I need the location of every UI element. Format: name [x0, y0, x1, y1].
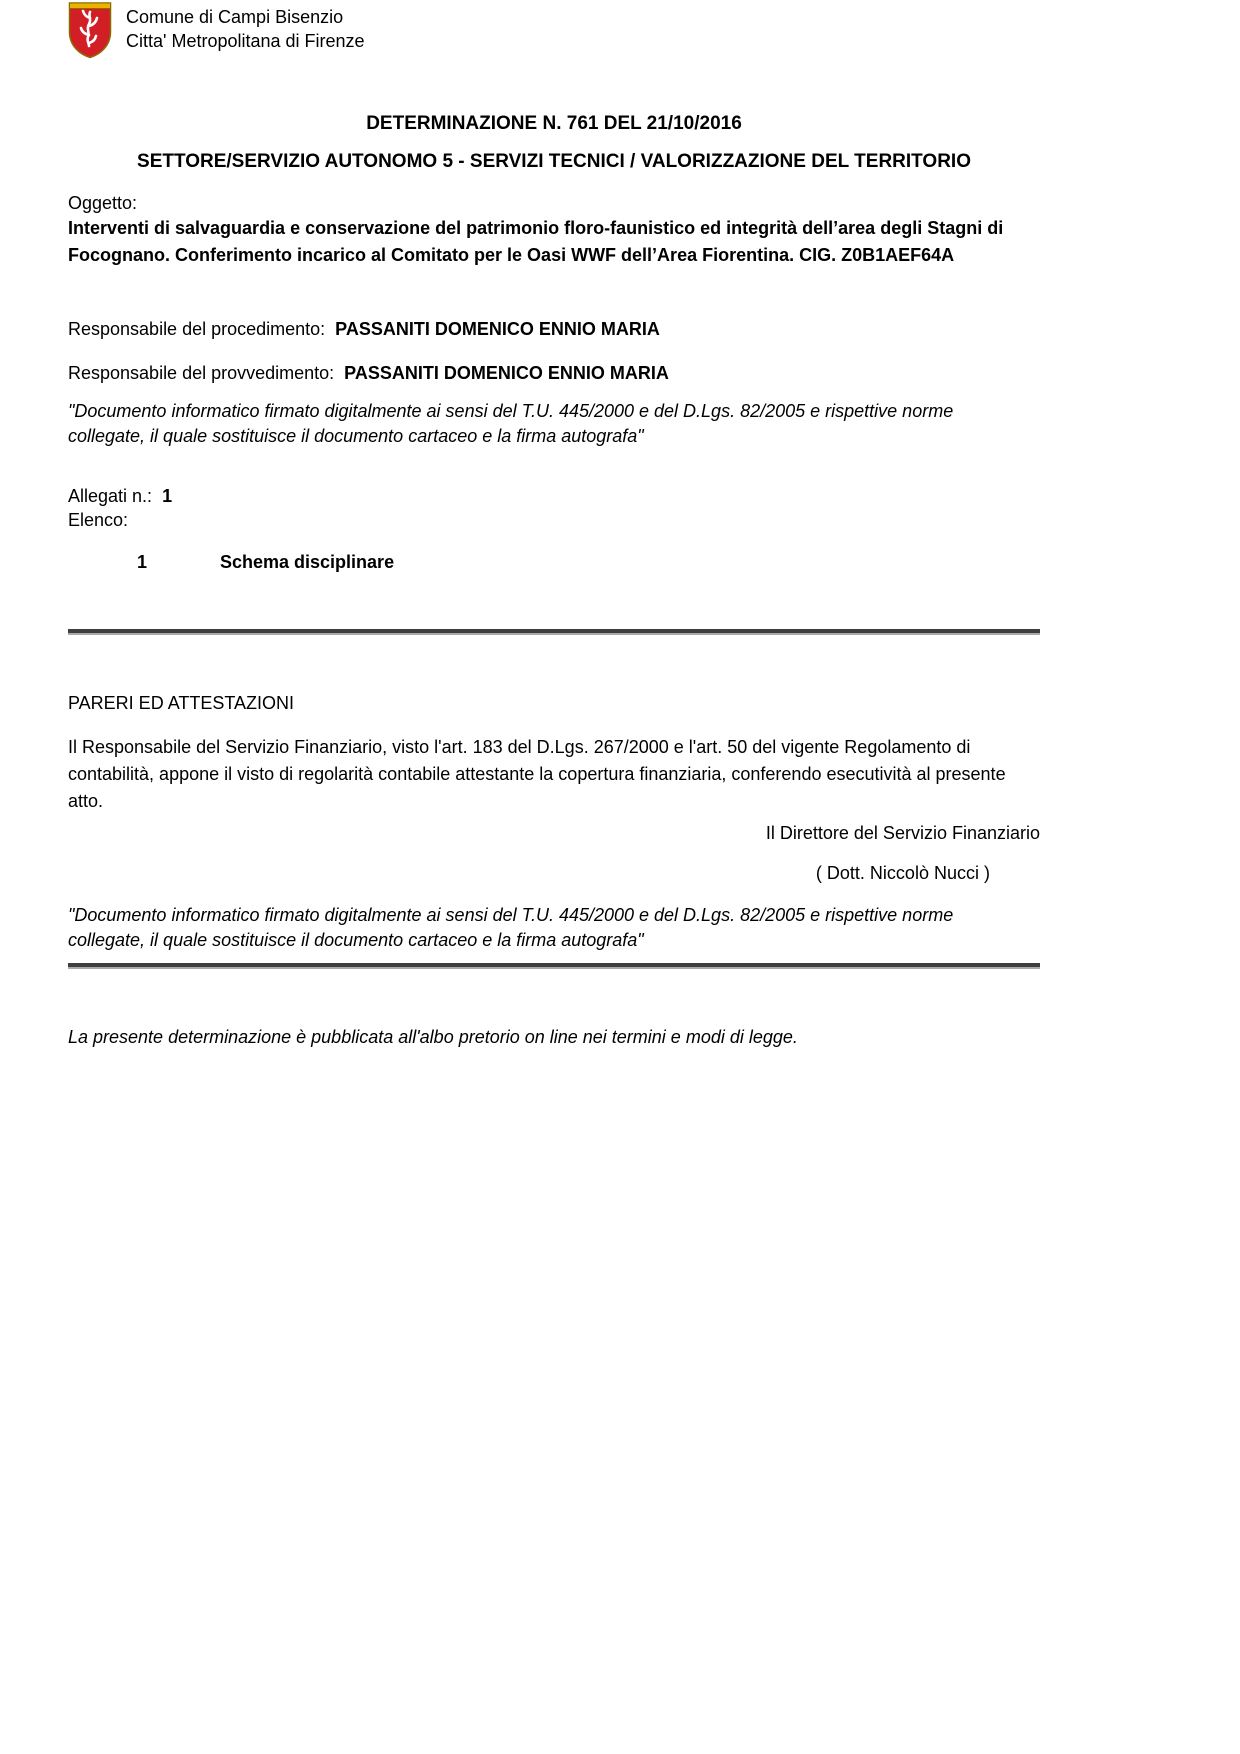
opinions-disclaimer: "Documento informatico firmato digitalmente ai sensi del T.U. 445/2000 e del D.Lgs. 82/2005 e rispettive norme collegate, il quale sostituisce il documento cartaceo e la firma autografa" [68, 905, 954, 950]
provision-responsible-name: PASSANITI DOMENICO ENNIO MARIA [344, 363, 669, 383]
determination-title: DETERMINAZIONE N. 761 DEL 21/10/2016 [366, 113, 742, 134]
subject-section [68, 191, 1040, 269]
digital-signature-disclaimer: "Documento informatico firmato digitalmente ai sensi del T.U. 445/2000 e del D.Lgs. 82/2005 e rispettive norme collegate, il quale sostituisce il documento cartaceo e la firma autografa" [68, 401, 954, 446]
attachments-section [68, 484, 1040, 532]
subject-label: Oggetto: [68, 193, 138, 213]
opinions-heading: PARERI ED ATTESTAZIONI [68, 693, 295, 713]
municipality-coat-of-arms-icon [68, 2, 112, 59]
title-block [68, 113, 1040, 173]
attachments-list-label: Elenco: [68, 510, 129, 530]
publication-note: La presente determinazione è pubblicata all'albo pretorio on line nei termini e modi di legge. [68, 1027, 798, 1047]
letterhead [68, 0, 1040, 59]
provision-responsible-line [68, 361, 1040, 385]
section-divider [68, 963, 1040, 967]
attachments-count-label: Allegati n.: [68, 486, 153, 506]
procedure-responsible-line [68, 317, 1040, 341]
municipality-name: Comune di Campi Bisenzio [126, 7, 344, 27]
signer-title: Il Direttore del Servizio Finanziario [765, 823, 1040, 843]
procedure-responsible-name: PASSANITI DOMENICO ENNIO MARIA [335, 319, 660, 339]
attachments-count: 1 [162, 486, 173, 506]
signer-name: ( Dott. Niccolò Nucci ) [815, 863, 990, 883]
attachment-number: 1 [137, 552, 148, 572]
signature-area [68, 821, 1040, 885]
province-name: Citta' Metropolitana di Firenze [126, 31, 365, 51]
signature-block [766, 821, 1040, 885]
section-divider [68, 629, 1040, 633]
attachments-count-line [68, 484, 1040, 508]
attachment-name: Schema disciplinare [220, 552, 395, 572]
sector-title: SETTORE/SERVIZIO AUTONOMO 5 - SERVIZI TECNICI / VALORIZZAZIONE DEL TERRITORIO [137, 151, 971, 172]
procedure-responsible-label: Responsabile del procedimento: [68, 319, 326, 339]
letterhead-text [126, 2, 365, 53]
opinions-body: Il Responsabile del Servizio Finanziario, visto l'art. 183 del D.Lgs. 267/2000 e l'art. 50 del vigente Regolamento di contabilità, appone il visto di regolarità contabile attestante la copertura finanziaria, conferendo esecutività al presente atto. [68, 737, 1006, 811]
attachment-row [137, 550, 1040, 574]
provision-responsible-label: Responsabile del provvedimento: [68, 363, 335, 383]
subject-text: Interventi di salvaguardia e conservazione del patrimonio floro-faunistico ed integrità dell’area degli Stagni di Focognano. Conferimento incarico al Comitato per le Oasi WWF dell’Area Fiorentina. CIG. Z0B1AEF64A [68, 218, 1004, 265]
